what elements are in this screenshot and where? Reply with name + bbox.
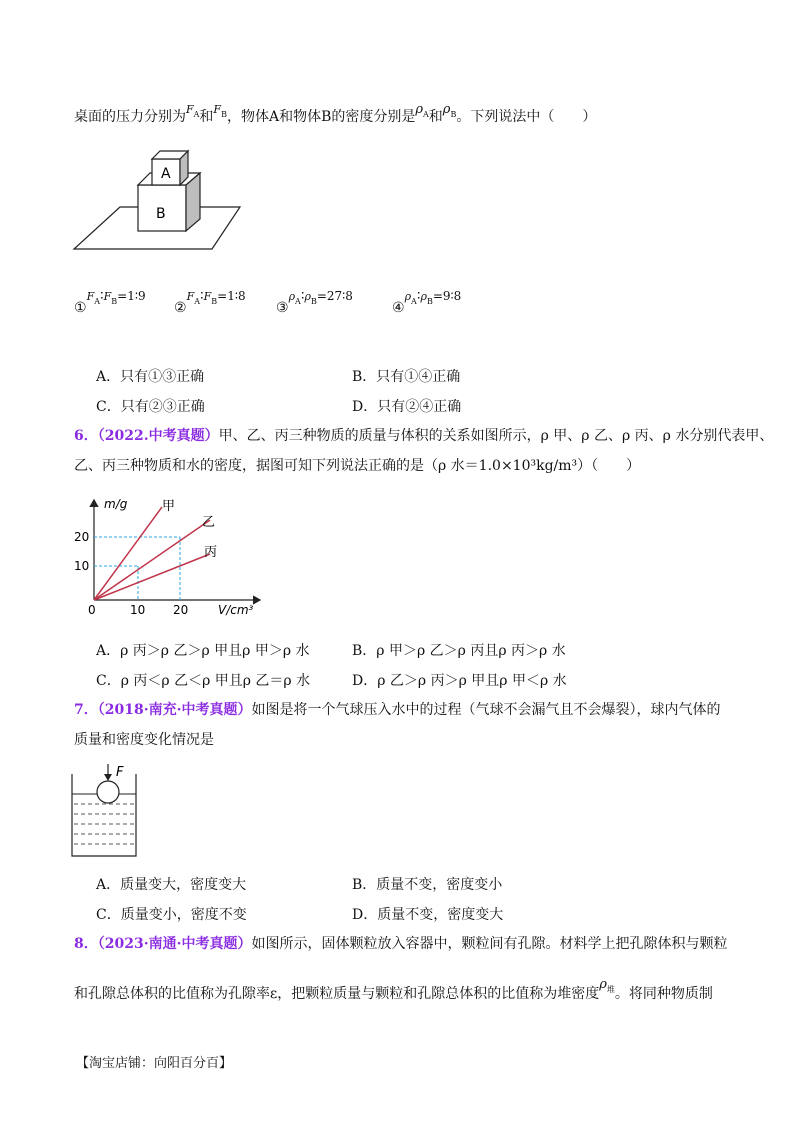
y-tick-20: 20 <box>74 530 90 544</box>
q5-option-a: A．只有①③正确 <box>96 369 205 385</box>
x-tick-10: 10 <box>130 603 146 617</box>
q7-line1 <box>74 700 720 720</box>
q5-fa-symbol: $F_A$ <box>186 103 200 119</box>
label-jia: 甲 <box>162 499 176 514</box>
label-yi: 乙 <box>202 515 216 530</box>
q5-option-d: D．只有②④正确 <box>352 399 462 415</box>
balloon <box>97 781 119 803</box>
q8-number: 8． <box>74 936 98 952</box>
x-axis-label: V/cm³ <box>218 603 254 617</box>
statement-4: $④\rho_A∶\rho_B=9∶8$ <box>392 288 462 316</box>
q8-line2: 和孔隙总体积的比值称为孔隙率ε，把颗粒质量与颗粒和孔隙总体积的比值称为堆密度$\rho_堆$。将同种物质制 <box>74 977 713 1002</box>
q6-mass-volume-chart <box>70 490 290 620</box>
q6-text1: 甲、乙、丙三种物质的质量与体积的关系如图所示，ρ 甲、ρ 乙、ρ 丙、ρ 水分别代表甲、 <box>218 428 774 444</box>
force-arrow-head <box>104 774 112 781</box>
q6-line1 <box>74 426 773 446</box>
q5-intro-text: 桌面的压力分别为 <box>74 109 186 125</box>
statement-1: $①F_A∶F_B=1∶9$ <box>74 288 146 316</box>
origin-label: 0 <box>88 603 96 617</box>
q6-option-d: D．ρ 乙＞ρ 丙＞ρ 甲且ρ 甲＜ρ 水 <box>352 673 567 689</box>
statement-3: $③\rho_A∶\rho_B=27∶8$ <box>276 288 353 316</box>
block-b-label: B <box>156 206 166 222</box>
footer-shop-label: 【淘宝店铺：向阳百分百】 <box>76 1056 233 1071</box>
q7-text1: 如图是将一个气球压入水中的过程（气球不会漏气且不会爆裂），球内气体的 <box>251 702 721 718</box>
q7-source-tag: （2018·南充·中考真题） <box>97 702 252 718</box>
label-bing: 丙 <box>204 545 218 560</box>
q5-intro-line: 桌面的压力分别为$F_A$和$F_B$，物体A和物体B的密度分别是$\rho_A$和$\rho_B$。下列说法中（ ） <box>74 102 597 125</box>
q5-rhob-symbol: $\rho_B$ <box>442 102 457 119</box>
q7-option-b: B．质量不变，密度变小 <box>352 877 503 893</box>
y-axis-label: m/g <box>104 497 128 511</box>
q5-option-b: B．只有①④正确 <box>352 369 461 385</box>
force-label: F <box>116 765 124 780</box>
q8-text1: 如图所示，固体颗粒放入容器中，颗粒间有孔隙。材料学上把孔隙体积与颗粒 <box>251 936 728 952</box>
q7-option-a: A．质量变大，密度变大 <box>96 877 247 893</box>
q6-source-tag: （2022.中考真题） <box>97 428 219 444</box>
q8-source-tag: （2023·南通·中考真题） <box>97 936 252 952</box>
y-tick-10: 10 <box>74 559 90 573</box>
q6-number: 6． <box>74 428 98 444</box>
q7-number: 7． <box>74 702 98 718</box>
q7-line2: 质量和密度变化情况是 <box>74 732 214 748</box>
q8-rho-symbol: $\rho_堆$ <box>599 977 615 994</box>
q5-blocks-figure <box>72 145 242 253</box>
q7-option-c: C．质量变小，密度不变 <box>96 907 247 923</box>
q5-option-c: C．只有②③正确 <box>96 399 205 415</box>
q5-fb-symbol: $F_B$ <box>213 103 227 119</box>
q7-balloon-figure <box>70 760 150 860</box>
q7-option-d: D．质量不变，密度变大 <box>352 907 504 923</box>
q6-option-b: B．ρ 甲＞ρ 乙＞ρ 丙且ρ 丙＞ρ 水 <box>352 643 566 659</box>
line-yi <box>94 520 210 600</box>
q5-rhoa-symbol: $\rho_A$ <box>415 102 429 119</box>
q6-option-c: C．ρ 丙＜ρ 乙＜ρ 甲且ρ 乙＝ρ 水 <box>96 673 311 689</box>
q6-line2: 乙、丙三种物质和水的密度，据图可知下列说法正确的是（ρ 水＝1.0×10³kg/m³）（ ） <box>74 458 641 474</box>
block-a-label: A <box>161 166 171 182</box>
statement-2: $②F_A∶F_B=1∶8$ <box>174 288 246 316</box>
q6-option-a: A．ρ 丙＞ρ 乙＞ρ 甲且ρ 甲＞ρ 水 <box>96 643 310 659</box>
x-tick-20: 20 <box>173 603 189 617</box>
water-lines <box>74 804 134 844</box>
q8-line1 <box>74 934 727 954</box>
